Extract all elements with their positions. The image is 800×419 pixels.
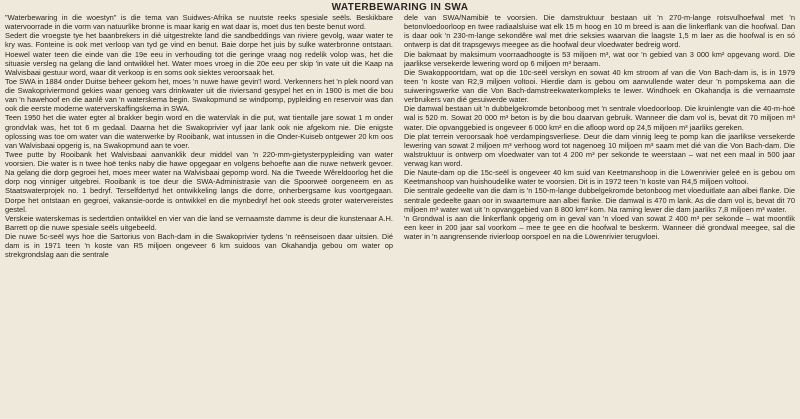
paragraph: Die damwal bestaan uit 'n dubbelgekromde betonboog met 'n sentrale vloedoorloop. Die kruinlengte van die 40-m-hoë wal is 520 m. Sowat 20 000 m³ beton is by die bou daarvan gebruik. Wanneer die dam vol is, bevat dit 70 miljoen m³ water. Die opvanggebied is ongeveer 6 000 km² en die afloop word op 24,5 miljoen m³ jaarliks gereken. [404, 104, 795, 132]
paragraph: Twee putte by Rooibank het Walvisbaai aanvanklik deur middel van 'n 220-mm-gietysterpypleiding van water voorsien. Die water is n twee hoë tenks naby die hawe opgegaar en volgens behoefte aan die nuwe netwerk gevoer. Na gelang die dorp gegroei het, moes meer water na Walvisbaai gepomp word. Na die Tweede Wêreldoorlog het die dorp nog vinniger uitgebrei. Rooibank is toe deur die SWA-Administrasie van die Spoorweë oorgeneem en as Staatswaterprojek no. 1 bedryf. Terselfdertyd het ontwikkeling langs die dorre, onherbergsame kus voortgegaan. Dorpe het ontstaan en gegroei, vakansie-oorde is ontwikkel en die mynbedryf het ook steeds groter watervereistes gestel. [5, 149, 393, 214]
paragraph: Die bakmaat by maksimum voorraadhoogte is 53 miljoen m³, wat oor 'n gebied van 3 000 km² opgevang word. Die jaarlikse versekerde lewering word op 6 miljoen m³ beraam. [404, 49, 795, 68]
paragraph: Die nuwe 5c-seël wys hoe die Sartorius von Bach-dam in die Swakoprivier tydens 'n reënseisoen daar uitsien. Dié dam is in 1971 teen 'n koste van R5 miljoen ongeveer 6 km suidoos van Okahandja gebou om water op strekgrondslag aan die sentrale [5, 232, 393, 260]
paragraph: Die Naute-dam op die 15c-seël is ongeveer 40 km suid van Keetmanshoop in die Löwenrivier geleë en is gebou om Keetmanshoop van huishoudelike water te voorsien. Dit is in 1972 teen 'n koste van R4,5 miljoen voltooi. [404, 168, 795, 187]
paragraph: "Waterbewaring in die woestyn" is die tema van Suidwes-Afrika se nuutste reeks spesiale seëls. Beskikbare watervoorrade in die vorm van natuurlike bronne is maar karig en wat daar is, moet dus ten beste benut word. [5, 13, 393, 32]
paragraph: Die plat terrein veroorsaak hoë verdampingsverliese. Deur die dam vinnig leeg te pomp kan die jaarlikse versekerde lewering van sowat 2 miljoen m³ verhoog word tot nagenoeg 10 miljoen m³ saam met dié van die Von Bach-dam. Die walstruktuur is ontwerp om vloedwater van tot 4 200 m³ per sekonde te weerstaan – wat net een maal in 500 jaar verwag kan word. [404, 131, 795, 168]
paragraph: 'n Grondwal is aan die linkerflank opgerig om in geval van 'n vloed van sowat 2 400 m³ per sekonde – wat moontlik een keer in 200 jaar sal voorkom – mee te gee en die hoofwal te beskerm. Wanneer dié grondwal meegee, sal die water in 'n aangrensende rivierloop oorspoel en na die Löwenrivier terugvloei. [404, 213, 795, 241]
paragraph: Verskeie waterskemas is sedertdien ontwikkel en vier van die land se vernaamste damme is deur die kunstenaar A.H. Barrett op die nuwe spesiale seëls uitgebeeld. [5, 213, 393, 232]
paragraph: Die Swakoppoortdam, wat op die 10c-seël verskyn en sowat 40 km stroom af van die Von Bach-dam is, is in 1979 teen 'n koste van R2,9 miljoen voltooi. Hierdie dam is gebou om aanvullende water deur 'n pompskema aan die suiweringswerke van die Von Bach-damstreekwaterkompleks te lewer. Windhoek en Okahandja is die vernaamste verbruikers van dié gesuiwerde water. [404, 67, 795, 105]
left-column [5, 13, 393, 417]
paragraph: Die sentrale gedeelte van die dam is 'n 150-m-lange dubbelgekromde betonboog met vloeduitlate aan albei flanke. Die sentrale gedeelte gaan oor in swaartemure aan albei flanke. Die damwal is 470 m lank. As die dam vol is, bevat dit 70 miljoen m³ water wat uit 'n opvanggebied van 8 800 km² kom. Na raming lewer die dam jaarliks 7,8 miljoen m³ water. [404, 186, 795, 214]
paragraph: dele van SWA/Namibië te voorsien. Die damstruktuur bestaan uit 'n 270-m-lange rotsvulhoefwal met 'n betonvloedoorloop en twee radiaalsluise wat elk 15 m hoog en 10 m breed is aan die linkerflank van die hoofwal. Dan is daar ook 'n 230-m-lange sekondêre wal met drie seksies waarvan die laagste 1,5 m laer as die hoofwal is en só ontwerp is dat dit trapsgewys meegee as die hoofwal deur vloedwater bedreig word. [404, 13, 795, 50]
paragraph: Toe SWA in 1884 onder Duitse beheer gekom het, moes 'n nuwe hawe gevin'! word. Verkenners het 'n plek noord van die Swakopriviermond gekies waar genoeg vars drinkwater uit die riviersand gesypel het en in 1900 is met die bou van 'n hawehoof en die aanlê van 'n waterskema begin. Swakopmund se windpomp, pypleiding en reservoir was dan ook die eerste moderne waterverskaffingskema in SWA. [5, 76, 393, 114]
paragraph: Sedert die vroegste tye het baanbrekers in dié uitgestrekte land die sandbeddings van riviere gevolg, waar water te kry was. Fonteine is ook met verloop van tyd ge vind en benut. Baie dorpe het juis by sulke waterbronne ontstaan. Hoewel water teen die einde van die 19e eeu in verhouding tot die geringe vraag nog redelik volop was, het die situasie versleg na gelang die land ontwikkel het. Water moes vroeg in die 20e eeu per skip 'in vate uit die Kaap na Walvisbaai gestuur word, waar dit verkoop is en soms ook siektes veroorsaak het. [5, 31, 393, 77]
page-title: WATERBEWARING IN SWA [331, 2, 469, 13]
right-column [404, 13, 795, 417]
paragraph: Teen 1950 het die water egter al brakker begin word en die watervlak in die put, wat tientalle jare sowat 1 m onder grondvlak was, het tot 6 m gedaal. Daarna het die Swakoprivier vyf jaar lank ook nie afgekom nie. Die enigste oplossing was toe om water van die waterwerke by Rooibank, wat intussen in die Onder-Kuiseb ontgewer 20 km oos van Walvisbaai opgerig is, na Swakopmund aan te voer. [5, 113, 393, 150]
